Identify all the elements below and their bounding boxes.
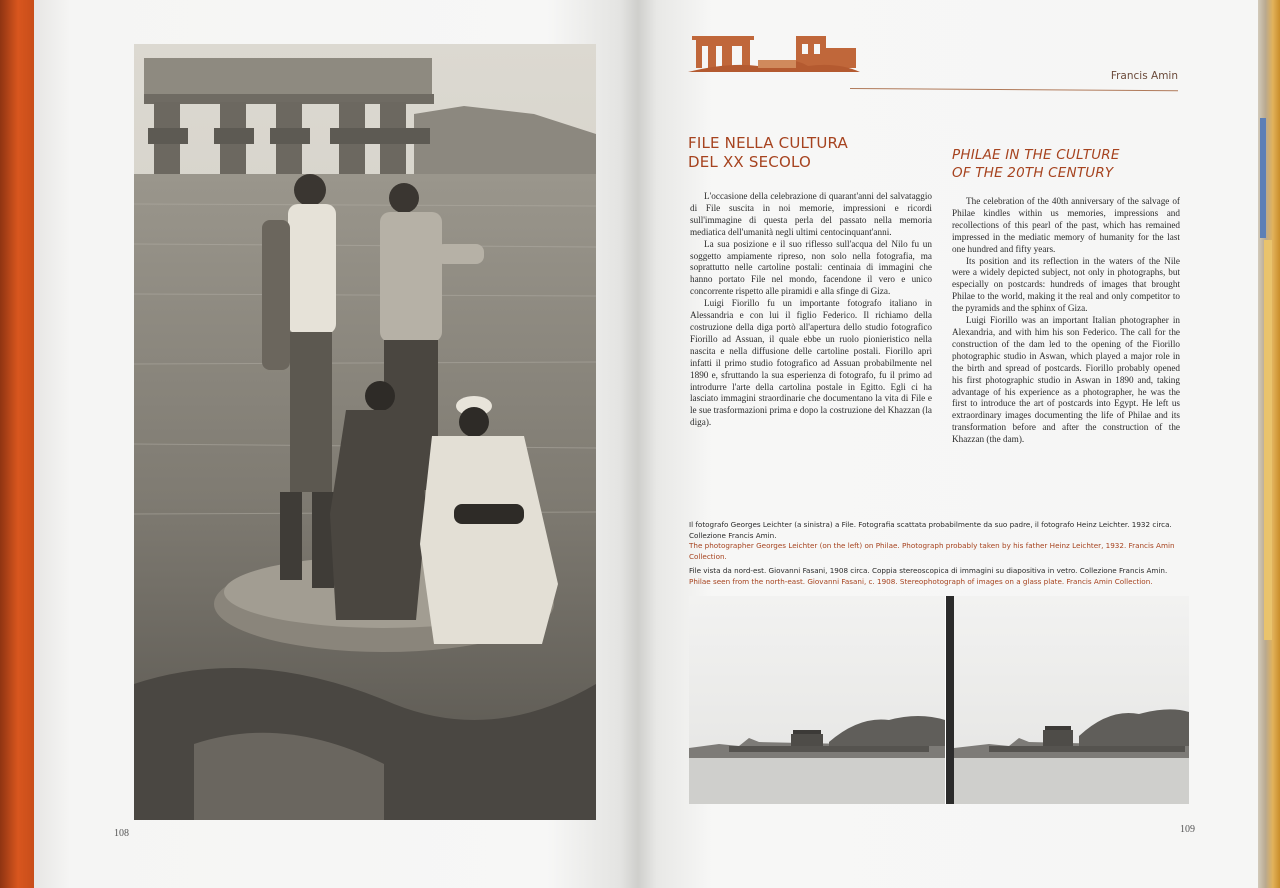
- paragraph: La sua posizione e il suo riflesso sull'acqua del Nilo fu un soggetto ampiamente ripreso, non solo nella fotografia, ma soprattutto nelle cartoline postali: centinaia di immagini che hanno portato File nel mondo, facendone il vero e unico concorrente rispetto alle piramidi e alla sfinge di Giza.: [690, 238, 932, 297]
- paragraph: Luigi Fiorillo fu un importante fotografo italiano in Alessandria e con lui il figlio Federico. Il richiamo della costruzione della diga portò all'apertura dello studio fotografico Fiorillo ad Assuan, il quale ebbe un ruolo pionieristico nella nascita e nella diffusione delle cartoline postali. Fiorillo aprì infatti il primo studio fotografico ad Assuan probabilmente nel 1890 e, sfruttando la sua esperienza di fotografo, fu il primo ad introdurre l'arte della cartolina postale in Egitto. Egli ci ha lasciato immagini straordinarie che documentano la vita di File e le sue trasformazioni prima e dopo la costruzione del Khazzan (la diga).: [690, 298, 932, 428]
- temple-logo-icon: [688, 32, 860, 76]
- paragraph: L'occasione della celebrazione di quarant'anni del salvataggio di File suscita in noi memorie, impressioni e ricordi sull'immagine di questa perla del passato nella memoria mediatica dell'umanità negli ultimi centocinquant'anni.: [690, 191, 932, 237]
- paragraph: The celebration of the 40th anniversary of the salvage of Philae kindles within us memories, impressions and recollections of this pearl of the past, which has remained impressed in the mediatic memory of humanity for the last one hundred and fifty years.: [952, 196, 1180, 254]
- paragraph: Luigi Fiorillo was an important Italian photographer in Alexandria, and with him his son Federico. The call for the construction of the dam led to the opening of the Fiorillo photographic studio in Aswan, which played a major role in the birth and spread of postcards. Fiorillo probably opened his first photographic studio in Aswan in 1890 and, taking advantage of his experience as a photographer, he was the first to introduce the art of postcards into Egypt. He left us extraordinary images documenting the life of Philae and its transformation before and after the construction of the Khazzan (the dam).: [952, 315, 1180, 445]
- historic-photo-icon: [134, 44, 596, 820]
- paragraph: Its position and its reflection in the waters of the Nile were a widely depicted subject, not only in photographs, but especially on postcards: hundreds of images that brought Philae to the world, making it the real and only competitor to the pyramids and the sphinx of Giza.: [952, 255, 1180, 314]
- author-name: Francis Amin: [1110, 70, 1178, 82]
- text-column-english: [952, 196, 1180, 446]
- page-number-right: 109: [1180, 824, 1195, 835]
- caption-photo-1: Il fotografo Georges Leichter (a sinistra) a File. Fotografia scattata probabilmente da suo padre, il fotografo Heinz Leichter. 1932 circa. Collezione Francis Amin. The photographer Georges Leichter (on the left) on Philae. Photograph probably taken by his father Heinz Leichter, 1932. Francis Amin Collection.: [689, 520, 1175, 561]
- caption-photo-2: File vista da nord-est. Giovanni Fasani, 1908 circa. Coppia stereoscopica di immagini su diapositiva in vetro. Collezione Francis Amin. Philae seen from the north-east. Giovanni Fasani, c. 1908. Stereophotograph of images on a glass plate. Francis Amin Collection.: [689, 566, 1168, 586]
- title-italian: FILE NELLA CULTURA DEL XX SECOLO: [688, 134, 849, 171]
- page-number-left: 108: [114, 828, 129, 839]
- title-english: PHILAE IN THE CULTURE OF THE 20TH CENTURY: [952, 147, 1120, 181]
- text-column-italian: [690, 191, 932, 429]
- book-page-edges: [1256, 0, 1280, 888]
- stereo-photo-icon: [689, 596, 1189, 804]
